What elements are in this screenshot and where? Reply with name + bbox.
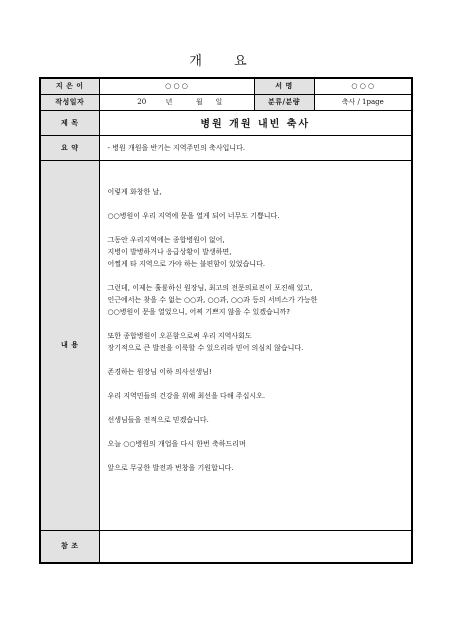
content-line: 어쩔게 타 지역으로 가야 하는 불편함이 있었습니다. (107, 259, 266, 268)
category-label: 분류/분량 (254, 94, 314, 110)
content-paragraph: 선생님들을 전적으로 믿겠습니다. (107, 415, 209, 424)
signature-value: ○ ○ ○ (314, 78, 412, 94)
signature-label: 서 명 (254, 78, 314, 94)
content-line: 인근에서는 찾을 수 없는 ○○과, ○○과, ○○과 등의 서비스가 가능한 (107, 295, 318, 304)
date-value (99, 94, 254, 110)
writer-value: ○ ○ ○ (99, 78, 254, 94)
date-day-unit: 일 (215, 98, 223, 106)
date-year: 20 (137, 98, 147, 106)
date-month-unit: 월 (195, 98, 203, 106)
content-paragraph: 우리 지역민들의 건강을 위해 최선을 다해 주십시오. (107, 391, 266, 400)
summary-row (40, 135, 412, 160)
subject-row (40, 110, 412, 135)
content-line: 그동안 우리지역에는 종합병원이 없어, (107, 235, 225, 244)
subject-value: 병원 개원 내빈 축사 (99, 110, 412, 135)
reference-label: 참 조 (40, 530, 99, 563)
summary-label: 요 약 (40, 135, 99, 160)
writer-label: 지 은 이 (40, 78, 99, 94)
content-paragraph: 이렇게 화창한 날, (107, 187, 162, 196)
document-title: 개 요 (189, 54, 261, 69)
summary-value: - 병원 개원을 반기는 지역주민의 축사입니다. (99, 135, 412, 160)
content-paragraph: ○○병원이 우리 지역에 문을 열게 되어 너무도 기쁩니다. (107, 211, 280, 220)
content-line: ○○병원이 문을 열었으니, 어찌 기쁘지 않을 수 있겠습니까? (107, 307, 290, 316)
content-paragraph: 존경하는 원장님 이하 의사선생님! (107, 367, 212, 376)
writer-row (40, 78, 412, 94)
content-paragraph (108, 282, 404, 318)
content-row (40, 160, 412, 530)
content-paragraph: 오늘 ○○병원의 개업을 다시 한번 축하드리며 (107, 439, 246, 448)
content-label: 내 용 (40, 160, 99, 530)
content-paragraph (108, 330, 404, 354)
content-paragraph (108, 234, 404, 270)
subject-label: 제 목 (40, 110, 99, 135)
content-line: 또한 종합병원이 오픈함으로써 우리 지역사회도 (107, 331, 252, 340)
content-line: 장기적으로 큰 발전을 이룩할 수 있으리라 믿어 의심치 않습니다. (107, 343, 304, 352)
reference-value (99, 530, 412, 563)
reference-row (40, 530, 412, 563)
summary-form-table (39, 77, 413, 564)
content-line: 지병이 발병하거나 응급상황이 발생하면, (107, 247, 232, 256)
category-value: 축사 / 1page (314, 94, 412, 110)
content-line: 그런데, 이제는 훌륭하신 원장님, 최고의 전문의료진이 포진해 있고, (107, 283, 313, 292)
date-year-unit: 년 (165, 98, 173, 106)
date-label: 작성일자 (40, 94, 99, 110)
content-body (99, 160, 412, 530)
date-row (40, 94, 412, 110)
content-paragraph: 앞으로 무궁한 발전과 번창을 기원합니다. (107, 463, 234, 472)
